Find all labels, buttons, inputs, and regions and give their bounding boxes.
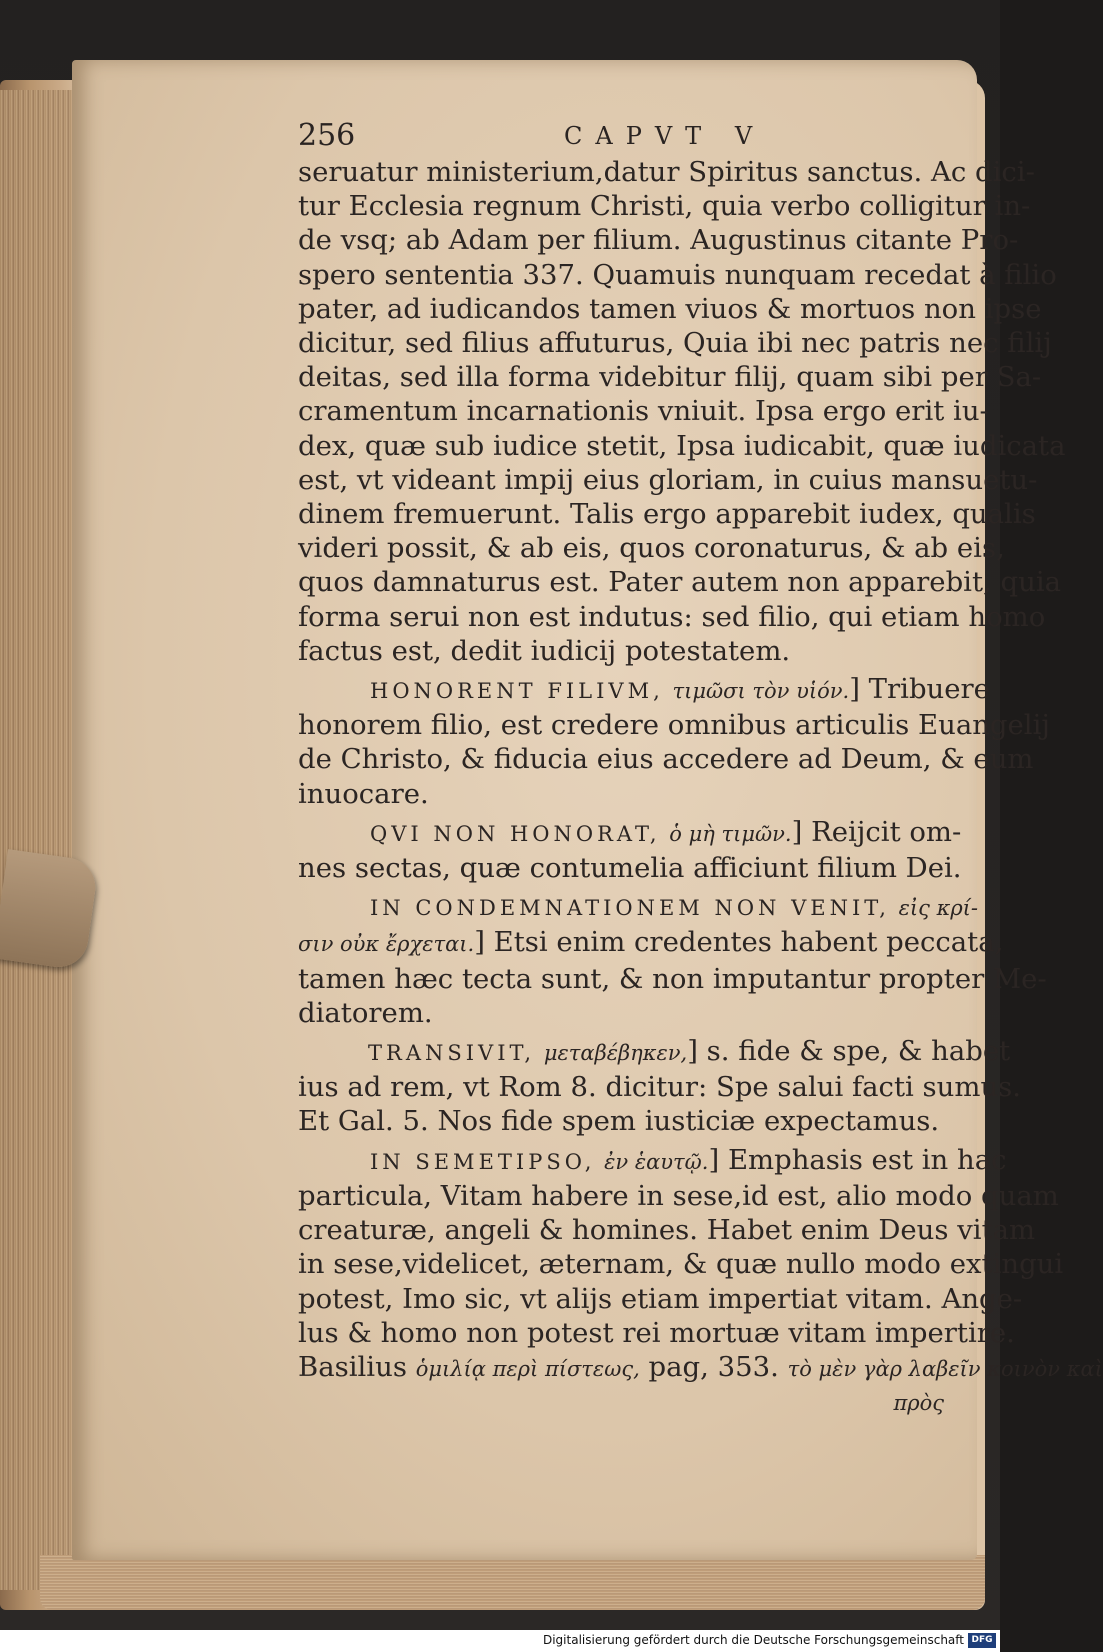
text-line: deitas, sed illa forma videbitur filij, quam sibi per Sa- bbox=[298, 361, 1042, 394]
greek-text: μεταβέβηκεν, bbox=[543, 1041, 688, 1066]
text-line: dicitur, sed filius affuturus, Quia ibi nec patris nec filij bbox=[298, 327, 1052, 360]
lemma-line bbox=[298, 1034, 1011, 1070]
text-line: Et Gal. 5. Nos fide spem iusticiæ expectamus. bbox=[298, 1105, 940, 1138]
text-line: creaturæ, angeli & homines. Habet enim Deus vitam bbox=[298, 1214, 1036, 1247]
lemma: HONORENT FILIVM, bbox=[370, 679, 664, 704]
lemma: QVI NON HONORAT, bbox=[370, 821, 661, 846]
commentary-start: ] Etsi enim credentes habent peccata, bbox=[474, 926, 1004, 959]
lemma: TRANSIVIT, bbox=[368, 1041, 536, 1066]
text-line: factus est, dedit iudicij potestatem. bbox=[298, 634, 791, 667]
text-line: seruatur ministerium,datur Spiritus sanctus. Ac dici- bbox=[298, 156, 1035, 188]
text-line: honorem filio, est credere omnibus articulis Euangelij bbox=[298, 709, 1050, 742]
lemma: IN CONDEMNATIONEM NON VENIT, bbox=[370, 896, 890, 921]
dfg-logo: DFG bbox=[968, 1633, 996, 1648]
text-line bbox=[298, 925, 1004, 961]
text-line: nes sectas, quæ contumelia afficiunt filium Dei. bbox=[298, 852, 962, 885]
lemma-line bbox=[298, 1143, 1007, 1179]
text-line: particula, Vitam habere in sese,id est, alio modo quam bbox=[298, 1179, 1059, 1212]
page-edges-left bbox=[0, 90, 80, 1590]
text-line: lus & homo non potest rei mortuæ vitam impertire. bbox=[298, 1316, 1015, 1349]
text-line: spero sententia 337. Quamuis nunquam recedat à filio bbox=[298, 258, 1057, 291]
digitization-footer bbox=[0, 1630, 1000, 1652]
greek-text: τιμῶσι τὸν υἱόν. bbox=[672, 679, 850, 704]
text-line: dex, quæ sub iudice stetit, Ipsa iudicabit, quæ iudicata bbox=[298, 429, 1066, 462]
paragraph-6 bbox=[298, 1143, 1103, 1421]
text-line: inuocare. bbox=[298, 777, 429, 810]
text-line: videri possit, & ab eis, quos coronaturus, & ab eis, bbox=[298, 532, 1005, 565]
greek-text: ὁ μὴ τιμῶν. bbox=[669, 821, 792, 846]
lemma-line bbox=[298, 815, 968, 851]
commentary-start: ] Reijcit om- bbox=[791, 815, 962, 848]
lemma-line bbox=[298, 889, 979, 925]
commentary-start: ] Emphasis est in hac bbox=[708, 1143, 1007, 1176]
funding-credit: Digitalisierung gefördert durch die Deutsche Forschungsgemeinschaft bbox=[542, 1633, 964, 1647]
text-line: tur Ecclesia regnum Christi, quia verbo colligitur in- bbox=[298, 190, 1031, 223]
page-number: 256 bbox=[298, 118, 356, 153]
page-header bbox=[298, 118, 818, 154]
text-line: dinem fremuerunt. Talis ergo apparebit iudex, qualis bbox=[298, 498, 1036, 531]
greek-text: ὁμιλίᾳ περὶ πίστεως, bbox=[415, 1356, 640, 1381]
text-line: forma serui non est indutus: sed filio, qui etiam homo bbox=[298, 600, 1046, 633]
text-line: ius ad rem, vt Rom 8. dicitur: Spe salui facti sumus. bbox=[298, 1071, 1022, 1104]
text-line: pater, ad iudicandos tamen viuos & mortuos non ipse bbox=[298, 292, 1042, 325]
text-line: de Christo, & fiducia eius accedere ad Deum, & eum bbox=[298, 743, 1034, 776]
latin-text: pag, 353. bbox=[648, 1350, 779, 1383]
text-line: tamen hæc tecta sunt, & non imputantur propter Me- bbox=[298, 962, 1047, 995]
commentary-start: ] Tribuere bbox=[849, 673, 990, 706]
page-edges-bottom bbox=[40, 1555, 985, 1610]
greek-text: τὸ μὲν γὰρ λαβεῖν κοινὸν καὶ bbox=[787, 1356, 1103, 1381]
text-line: de vsq; ab Adam per filium. Augustinus citante Pro- bbox=[298, 224, 1019, 257]
running-title: CAPVT V bbox=[564, 122, 766, 150]
text-line: diatorem. bbox=[298, 996, 433, 1029]
paragraph-2 bbox=[298, 672, 1050, 811]
lemma-line bbox=[298, 672, 990, 708]
body-text bbox=[298, 155, 1103, 1420]
greek-text: ἐν ἑαυτῷ. bbox=[604, 1149, 709, 1174]
catchword: πρὸς bbox=[893, 1391, 944, 1416]
greek-text: σιν οὐκ ἔρχεται. bbox=[298, 932, 475, 957]
paragraph-5 bbox=[298, 1034, 1022, 1139]
text-line: potest, Imo sic, vt alijs etiam impertiat vitam. Ange- bbox=[298, 1282, 1023, 1315]
paragraph-4 bbox=[298, 889, 1047, 1030]
text-line: quos damnaturus est. Pater autem non apparebit, quia bbox=[298, 566, 1062, 599]
commentary-start: ] s. fide & spe, & habet bbox=[687, 1035, 1011, 1068]
greek-text: εἰς κρί- bbox=[898, 896, 979, 921]
text-line bbox=[298, 1350, 1103, 1386]
text-line: in sese,videlicet, æternam, & quæ nullo modo extingui bbox=[298, 1248, 1064, 1281]
text-line: cramentum incarnationis vniuit. Ipsa ergo erit iu- bbox=[298, 395, 989, 428]
paragraph-3 bbox=[298, 815, 968, 885]
latin-text: Basilius bbox=[298, 1350, 407, 1383]
lemma: IN SEMETIPSO, bbox=[370, 1149, 596, 1174]
text-line: est, vt videant impij eius gloriam, in cuius mansuetu- bbox=[298, 463, 1038, 496]
paragraph-1 bbox=[298, 155, 1066, 668]
